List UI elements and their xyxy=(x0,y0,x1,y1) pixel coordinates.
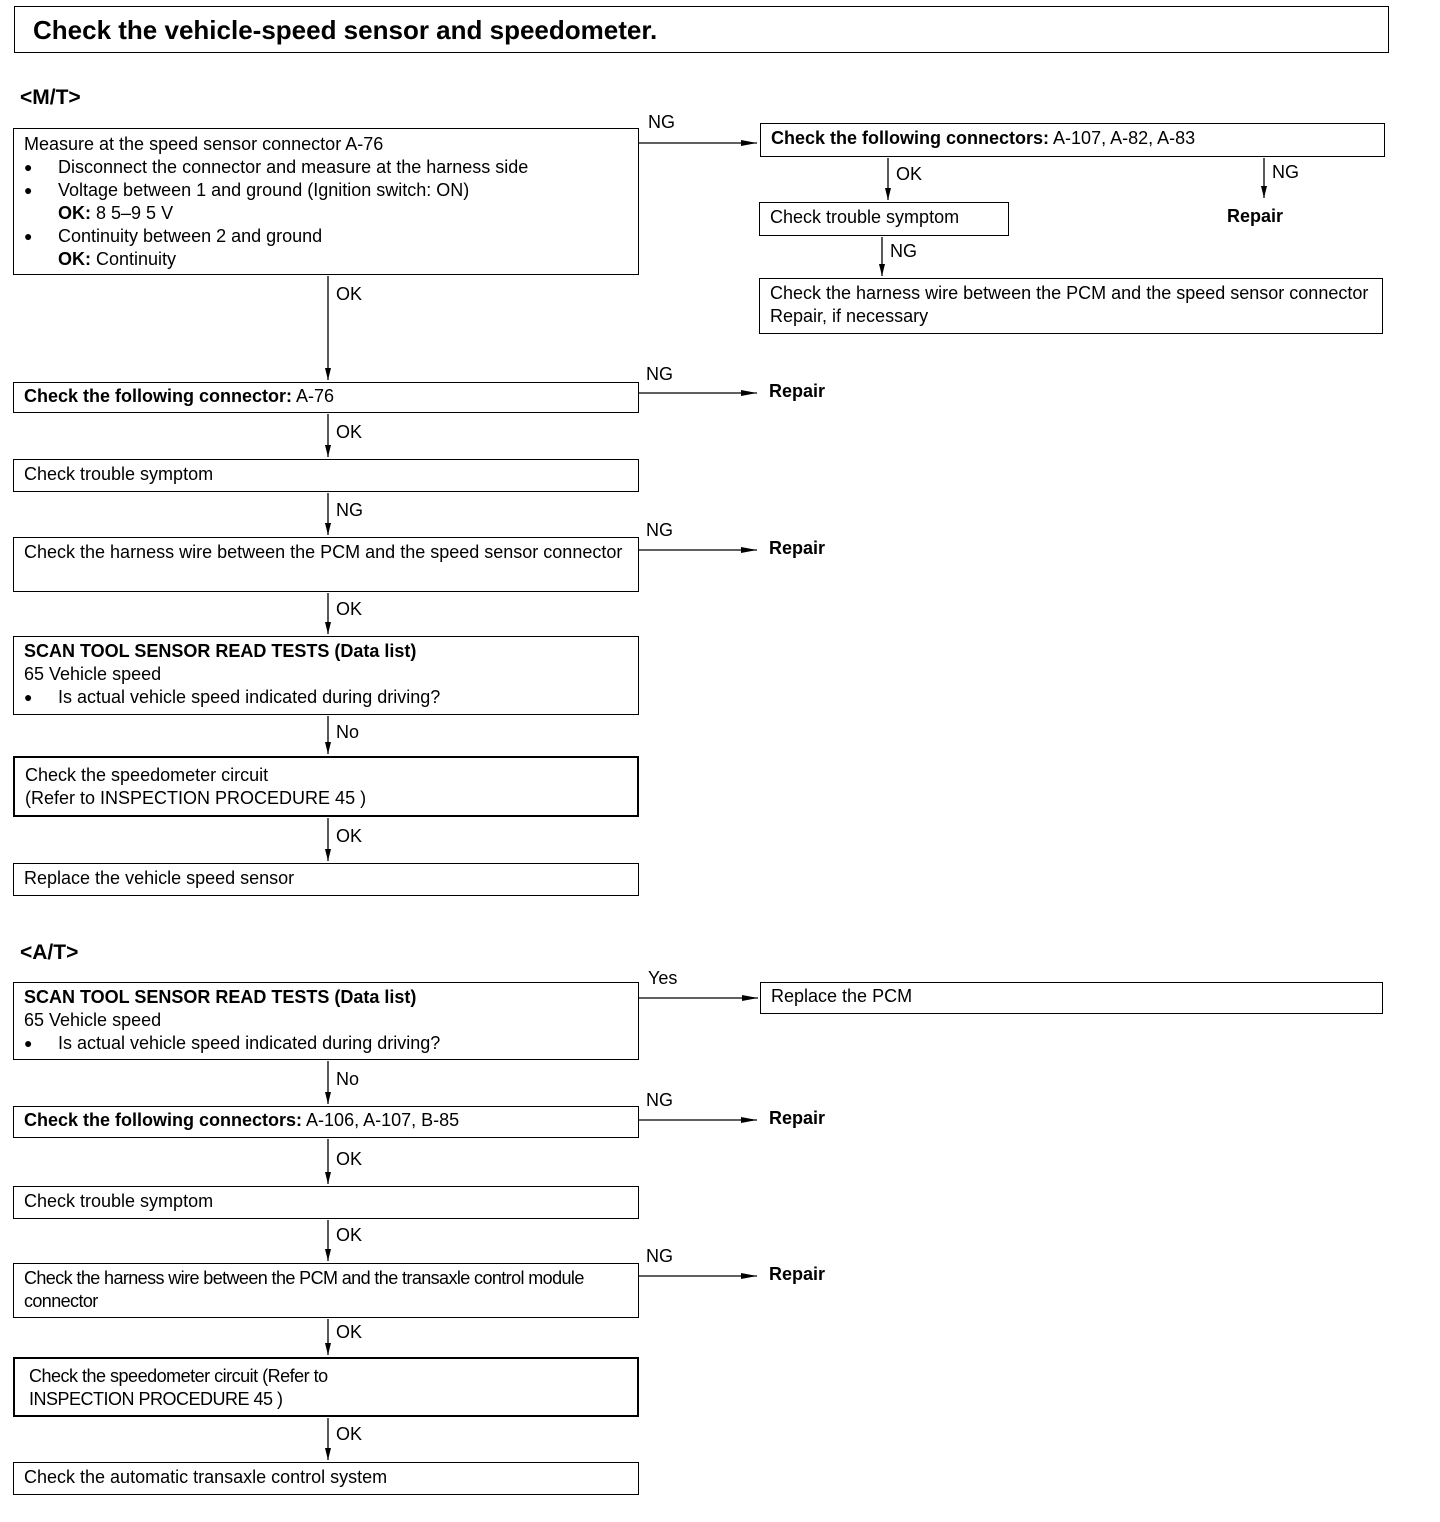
ng-label: NG xyxy=(890,241,917,261)
at-harness-box: Check the harness wire between the PCM and the transaxle control module connector xyxy=(13,1263,639,1318)
bullet: ● Disconnect the connector and measure at the harness side xyxy=(24,156,628,179)
page-title: Check the vehicle-speed sensor and speedometer. xyxy=(14,6,1389,53)
ok-label: OK xyxy=(336,422,363,442)
at-speedometer-box: Check the speedometer circuit (Refer to INSPECTION PROCEDURE 45 ) xyxy=(13,1357,639,1417)
ng-label: NG xyxy=(646,1246,673,1266)
ng-label: NG xyxy=(336,500,363,520)
ok-label: OK xyxy=(336,599,363,619)
text: A-107, A-82, A-83 xyxy=(1053,128,1196,148)
repair-label: Repair xyxy=(769,381,826,401)
harness-box: Check the harness wire between the PCM and the speed sensor connector xyxy=(13,537,639,592)
bold-text: Check the following connectors: xyxy=(24,1110,303,1130)
arrowhead-icon xyxy=(742,995,758,1001)
arrowhead-icon xyxy=(325,523,331,535)
scan-item: 65 Vehicle speed xyxy=(24,664,162,684)
arrowhead-icon xyxy=(741,390,757,396)
trouble-box: Check trouble symptom xyxy=(13,459,639,492)
arrowhead-icon xyxy=(1261,186,1267,198)
ok-label: OK: xyxy=(58,203,91,223)
trouble-box-right: Check trouble symptom xyxy=(759,202,1009,236)
connector-box xyxy=(13,382,639,413)
arrowhead-icon xyxy=(741,1117,757,1123)
ok-label: OK xyxy=(336,1225,363,1245)
ok-label: OK xyxy=(336,826,363,846)
arrowhead-icon xyxy=(741,140,757,146)
mt-heading: <M/T> xyxy=(20,86,81,109)
scan-item: 65 Vehicle speed xyxy=(24,1010,162,1030)
arrowhead-icon xyxy=(325,368,331,380)
ok-label: OK: xyxy=(58,249,91,269)
at-final-box: Check the automatic transaxle control system xyxy=(13,1462,639,1495)
arrowhead-icon xyxy=(325,1249,331,1261)
no-label: No xyxy=(336,1069,360,1089)
ok-label: OK xyxy=(336,1424,363,1444)
ok-label: OK xyxy=(896,164,923,184)
bold-text: Check the following connector: xyxy=(24,386,293,406)
bullet: ● Is actual vehicle speed indicated during driving? xyxy=(24,686,628,709)
scan-box xyxy=(13,636,639,715)
bullet: ● Is actual vehicle speed indicated during driving? xyxy=(24,1032,628,1055)
arrowhead-icon xyxy=(325,445,331,457)
measure-box xyxy=(13,128,639,275)
no-label: No xyxy=(336,722,360,742)
arrowhead-icon xyxy=(741,547,757,553)
replace-pcm-box: Replace the PCM xyxy=(760,982,1383,1014)
ng-label: NG xyxy=(646,1090,673,1110)
arrowhead-icon xyxy=(325,1092,331,1104)
repair-label: Repair xyxy=(769,538,826,558)
text: A-106, A-107, B-85 xyxy=(306,1110,460,1130)
ng-label: NG xyxy=(646,364,673,384)
yes-label: Yes xyxy=(648,968,678,988)
scan-title: SCAN TOOL SENSOR READ TESTS (Data list) xyxy=(24,641,417,661)
at-scan-box xyxy=(13,982,639,1060)
ok-label: OK xyxy=(336,1149,363,1169)
measure-title: Measure at the speed sensor connector A-76 xyxy=(24,134,384,154)
speedometer-box xyxy=(13,756,639,817)
at-trouble-box: Check trouble symptom xyxy=(13,1186,639,1219)
arrowhead-icon xyxy=(325,1448,331,1460)
arrowhead-icon xyxy=(741,1273,757,1279)
scan-title: SCAN TOOL SENSOR READ TESTS (Data list) xyxy=(24,987,417,1007)
ok-value: Continuity xyxy=(96,249,177,269)
arrowhead-icon xyxy=(325,849,331,861)
arrowhead-icon xyxy=(879,264,885,276)
text: (Refer to INSPECTION PROCEDURE 45 ) xyxy=(25,788,367,808)
at-heading: <A/T> xyxy=(20,941,79,964)
at-connector-box xyxy=(13,1106,639,1138)
ok-label: OK xyxy=(336,1322,363,1342)
repair-label: Repair xyxy=(1227,206,1284,226)
bullet: ● Voltage between 1 and ground (Ignition switch: ON) xyxy=(24,179,628,202)
ng-label: NG xyxy=(1272,162,1299,182)
text: A-76 xyxy=(296,386,335,406)
ok-label: OK xyxy=(336,284,363,304)
bold-text: Check the following connectors: xyxy=(771,128,1050,148)
arrowhead-icon xyxy=(325,622,331,634)
repair-label: Repair xyxy=(769,1108,826,1128)
ng-label: NG xyxy=(648,112,675,132)
repair-label: Repair xyxy=(769,1264,826,1284)
arrowhead-icon xyxy=(325,742,331,754)
harness-box-right: Check the harness wire between the PCM and the speed sensor connector Repair, if necessary xyxy=(759,278,1383,334)
arrowhead-icon xyxy=(885,188,891,200)
ok-value: 8 5–9 5 V xyxy=(96,203,174,223)
bullet: ● Continuity between 2 and ground xyxy=(24,225,628,248)
arrowhead-icon xyxy=(325,1172,331,1184)
replace-sensor-box: Replace the vehicle speed sensor xyxy=(13,863,639,896)
ng-label: NG xyxy=(646,520,673,540)
text: Check the speedometer circuit xyxy=(25,765,269,785)
arrowhead-icon xyxy=(325,1343,331,1355)
connectors-box-right xyxy=(760,123,1385,157)
